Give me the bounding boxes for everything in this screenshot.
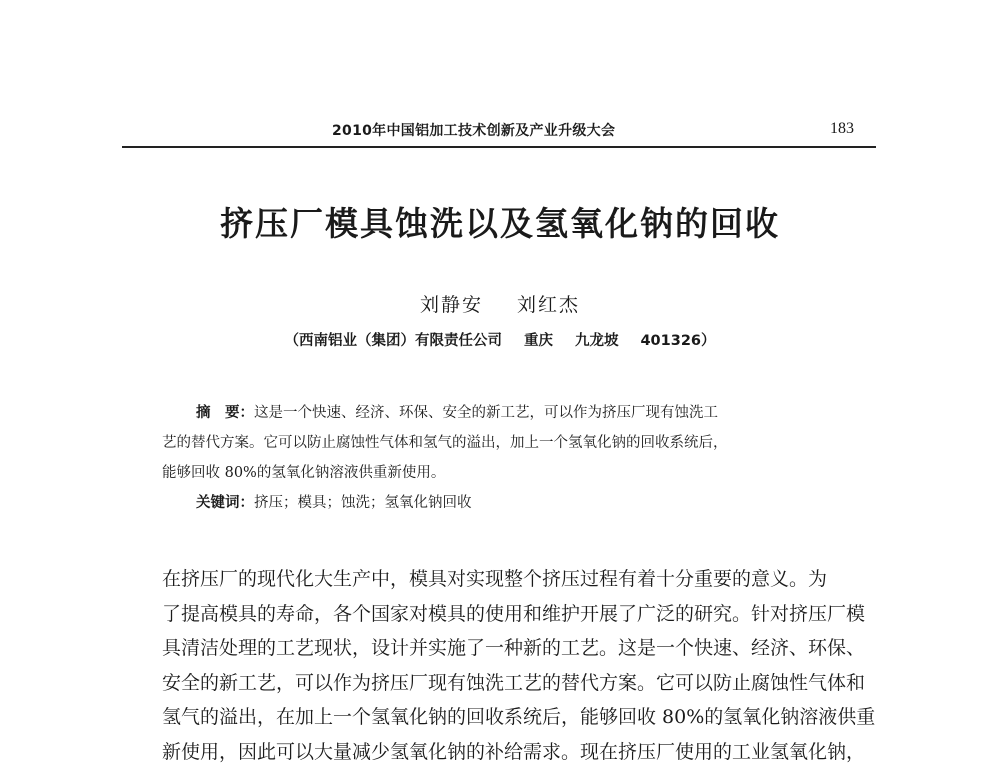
- abstract-line: 艺的替代方案。它可以防止腐蚀性气体和氢气的溢出，加上一个氢氧化钠的回收系统后，: [162, 428, 852, 458]
- body-line: 新使用，因此可以大量减少氢氧化钠的补给需求。现在挤压厂使用的工业氢氧化钠，: [162, 735, 882, 769]
- affiliation-postcode: 401326）: [640, 333, 715, 349]
- abstract-text: 这是一个快速、经济、环保、安全的新工艺，可以作为挤压厂现有蚀洗工: [254, 405, 718, 421]
- affiliation: [0, 329, 1000, 350]
- affiliation-city: 重庆: [524, 333, 553, 349]
- conference-title: 2010年中国铝加工技术创新及产业升级大会: [332, 120, 615, 140]
- body-line: 在挤压厂的现代化大生产中，模具对实现整个挤压过程有着十分重要的意义。为: [162, 562, 882, 597]
- keywords: [162, 488, 852, 518]
- body-line: 氢气的溢出，在加上一个氢氧化钠的回收系统后，能够回收 80%的氢氧化钠溶液供重: [162, 700, 882, 735]
- author-name: 刘红杰: [517, 294, 580, 316]
- author-name: 刘静安: [420, 294, 483, 316]
- authors: [0, 290, 1000, 317]
- abstract-line: [162, 398, 852, 428]
- affiliation-org: （西南铝业（集团）有限责任公司: [284, 333, 502, 349]
- abstract: [162, 398, 852, 518]
- paper-title: 挤压厂模具蚀洗以及氢氧化钠的回收: [0, 198, 1000, 245]
- body-paragraph: [162, 562, 882, 769]
- keywords-label: 关键词：: [196, 495, 254, 511]
- body-line: 具清洁处理的工艺现状，设计并实施了一种新的工艺。这是一个快速、经济、环保、: [162, 631, 882, 666]
- page-number: 183: [830, 120, 854, 138]
- body-line: 了提高模具的寿命，各个国家对模具的使用和维护开展了广泛的研究。针对挤压厂模: [162, 597, 882, 632]
- body-line: 安全的新工艺，可以作为挤压厂现有蚀洗工艺的替代方案。它可以防止腐蚀性气体和: [162, 666, 882, 701]
- header-rule: [122, 146, 876, 148]
- keywords-text: 挤压；模具；蚀洗；氢氧化钠回收: [254, 495, 472, 511]
- affiliation-district: 九龙坡: [575, 333, 619, 349]
- abstract-label: 摘 要：: [196, 405, 254, 421]
- abstract-line: 能够回收 80%的氢氧化钠溶液供重新使用。: [162, 458, 852, 488]
- running-header: [122, 114, 876, 148]
